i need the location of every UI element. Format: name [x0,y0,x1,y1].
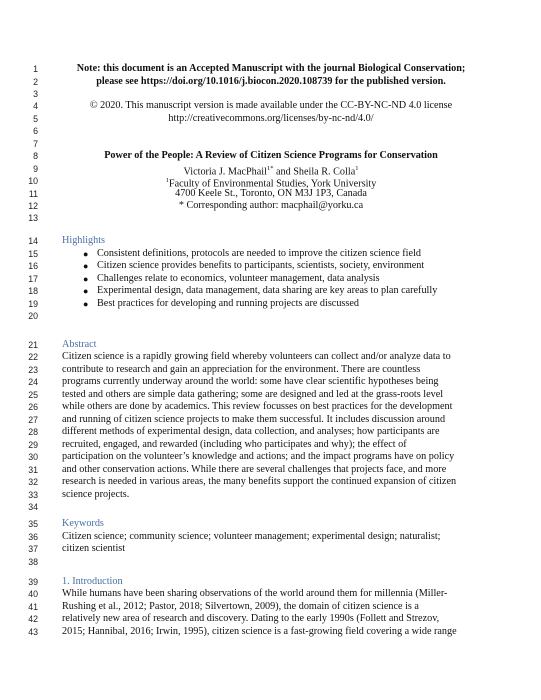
introduction-heading: 1. Introduction [62,576,123,587]
line-number: 18 [28,286,38,296]
paper-title: Power of the People: A Review of Citizen Science Programs for Conservation [104,150,438,161]
line-number: 1 [33,64,38,74]
line-number: 13 [28,213,38,223]
line-number: 7 [33,139,38,149]
highlight-item: Citizen science provides benefits to participants, scientists, society, environment [97,260,425,271]
keywords-line: citizen scientist [62,543,126,554]
line-number: 21 [28,340,38,350]
abstract-line: recruited, engaged, and rewarded (including who participates and why); the effect of [62,439,407,450]
line-number: 22 [28,352,38,362]
affiliation-address: 4700 Keele St., Toronto, ON M3J 1P3, Canada [175,188,367,199]
author-superscript: 1* [266,165,274,172]
line-number: 19 [28,299,38,309]
line-number: 27 [28,415,38,425]
abstract-line: and other conservation actions. While there are several challenges that projects face, and more [62,464,447,475]
abstract-line: contribute to research and gain an appreciation for the environment. There are countless [62,364,421,375]
author-superscript: 1 [355,165,359,172]
line-number: 33 [28,490,38,500]
license-url: http://creativecommons.org/licenses/by-nc-nd/4.0/ [168,113,374,124]
line-number: 11 [28,189,38,199]
highlight-item: Best practices for developing and running projects are discussed [97,298,359,309]
author-name: and Sheila R. Colla [273,166,356,178]
line-number: 17 [28,274,38,284]
line-number: 24 [28,377,38,387]
abstract-line: while others are done by academics. This review focusses on best practices for the development [62,401,453,412]
line-number: 38 [28,557,38,567]
abstract-line: Citizen science is a rapidly growing field whereby volunteers can collect and/or analyze data to [62,351,451,362]
abstract-line: different methods of experimental design, data collection, and analyses; how participants are [62,426,440,437]
accepted-manuscript-note: please see https://doi.org/10.1016/j.biocon.2020.108739 for the published version. [96,76,446,87]
highlight-item: Consistent definitions, protocols are needed to improve the citizen science field [97,248,421,259]
highlights-heading: Highlights [62,235,106,246]
line-number: 30 [28,452,38,462]
affiliation-name: Faculty of Environmental Studies, York University [168,178,377,190]
license-statement: © 2020. This manuscript version is made available under the CC-BY-NC-ND 4.0 license [89,100,453,111]
affiliation-superscript: 1 [165,177,169,184]
corresponding-author: * Corresponding author: macphail@yorku.ca [178,200,364,211]
line-number: 12 [28,201,38,211]
line-number: 37 [28,544,38,554]
line-number: 40 [28,589,38,599]
line-number: 5 [33,114,38,124]
abstract-heading: Abstract [62,339,97,350]
abstract-line: programs currently underway around the world: some have clear scientific hypotheses being [62,376,439,387]
bullet-icon: ● [83,274,89,284]
author-name: Victoria J. MacPhail [183,166,267,178]
introduction-line: Rushing et al., 2012; Pastor, 2018; Silvertown, 2009), the domain of citizen science is a [62,601,419,612]
introduction-line: 2015; Hannibal, 2016; Irwin, 1995), citizen science is a fast-growing field covering a wide range [62,626,457,637]
line-number: 31 [28,465,38,475]
bullet-icon: ● [83,286,89,296]
line-number: 32 [28,477,38,487]
line-number: 25 [28,390,38,400]
abstract-line: science projects. [62,489,130,500]
keywords-line: Citizen science; community science; volunteer management; experimental design; naturalist; [62,531,441,542]
line-number: 3 [33,89,38,99]
line-number: 6 [33,126,38,136]
line-number: 4 [33,101,38,111]
line-number: 9 [33,164,38,174]
bullet-icon: ● [83,261,89,271]
line-number: 29 [28,440,38,450]
line-number: 41 [28,602,38,612]
line-number: 10 [28,176,38,186]
line-number: 15 [28,249,38,259]
abstract-line: participation on the volunteer’s knowledge and actions; and the impact programs have on policy [62,451,455,462]
accepted-manuscript-note: Note: this document is an Accepted Manuscript with the journal Biological Conservation; [76,63,466,74]
line-number: 28 [28,427,38,437]
line-number: 39 [28,577,38,587]
abstract-line: and running of citizen science projects to make them successful. It includes discussion around [62,414,446,425]
bullet-icon: ● [83,299,89,309]
line-number: 34 [28,502,38,512]
line-number: 35 [28,519,38,529]
introduction-line: While humans have been sharing observations of the world around them for millennia (Miller- [62,588,448,599]
highlight-item: Challenges relate to economics, volunteer management, data analysis [97,273,380,284]
line-number: 42 [28,614,38,624]
abstract-line: research is needed in various areas, the many benefits support the continued expansion of citizen [62,476,457,487]
line-number: 8 [33,151,38,161]
keywords-heading: Keywords [62,518,104,529]
line-number: 20 [28,311,38,321]
line-number: 23 [28,365,38,375]
line-number: 43 [28,627,38,637]
line-number: 2 [33,77,38,87]
line-number: 14 [28,236,38,246]
line-number: 16 [28,261,38,271]
line-number: 26 [28,402,38,412]
abstract-line: tested and others are simple data gathering; some are designed and led at the grass-roots level [62,389,444,400]
highlight-item: Experimental design, data management, data sharing are key areas to plan carefully [97,285,438,296]
introduction-line: relatively new area of research and discovery. Dating to the early 1990s (Follett and Strezov, [62,613,440,624]
line-number: 36 [28,532,38,542]
bullet-icon: ● [83,249,89,259]
